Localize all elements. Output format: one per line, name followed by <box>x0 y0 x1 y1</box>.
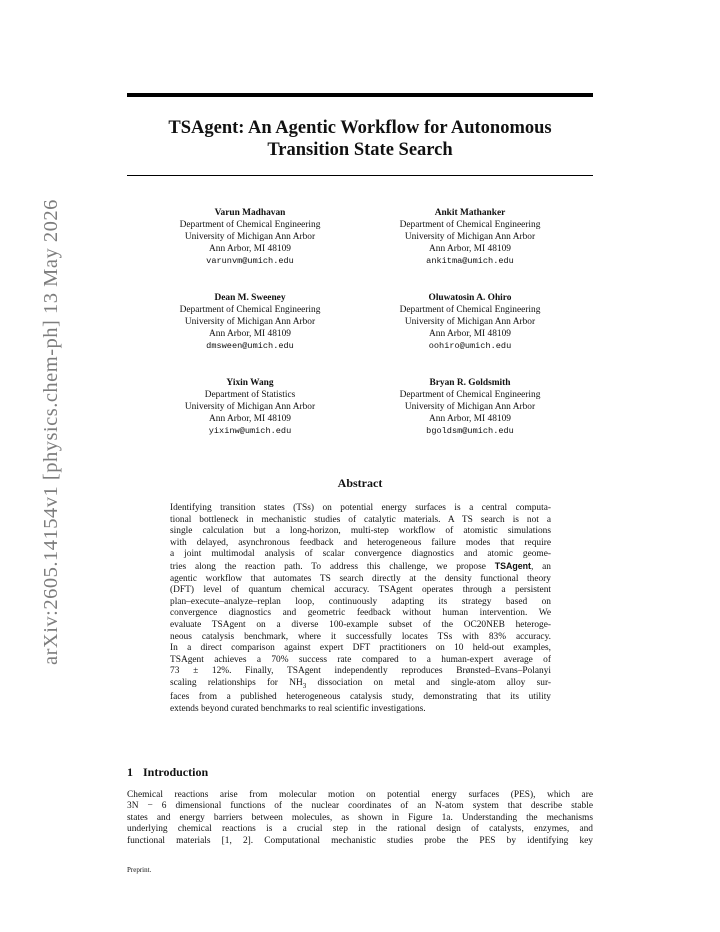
intro-line: Chemical reactions arise from molecular motion on potential energy surfaces (PES), which are <box>127 790 593 800</box>
author-department: Department of Chemical Engineering <box>399 220 541 230</box>
author-university: University of Michigan Ann Arbor <box>184 317 316 327</box>
introduction-body <box>127 790 593 847</box>
abstract-line: tional bottleneck in mechanistic studies of catalytic materials. A TS search is not a <box>170 514 551 525</box>
author-university: University of Michigan Ann Arbor <box>184 232 316 242</box>
paper-title <box>127 117 593 161</box>
author-name: Ankit Mathanker <box>434 208 506 218</box>
author-department: Department of Chemical Engineering <box>399 305 541 315</box>
author-email[interactable]: ankitma@umich.edu <box>426 256 514 266</box>
abstract-line: plan–execute–analyze–replan loop, continuously adapting its strategy based on <box>170 596 551 607</box>
author-address: Ann Arbor, MI 48109 <box>429 244 511 254</box>
author-email[interactable]: oohiro@umich.edu <box>428 341 512 351</box>
abstract-line: faces from a published heterogeneous catalysis study, demonstrating that its utility <box>170 692 551 703</box>
subscript-3: 3 <box>302 681 307 690</box>
author-address: Ann Arbor, MI 48109 <box>429 414 511 424</box>
section-number: 1 <box>127 765 133 779</box>
abstract-line: Identifying transition states (TSs) on potential energy surfaces is a central computa- <box>170 503 551 513</box>
abstract-line: (DFT) level of quantum chemical accuracy. TSAgent operates through a persistent <box>170 585 551 596</box>
author-university: University of Michigan Ann Arbor <box>404 317 536 327</box>
author-department: Department of Chemical Engineering <box>179 305 321 315</box>
author-address: Ann Arbor, MI 48109 <box>209 329 291 339</box>
intro-line: underlying chemical reactions is a crucial step in the rational design of catalysts, enzymes, and <box>127 824 593 835</box>
author-address: Ann Arbor, MI 48109 <box>429 329 511 339</box>
intro-line: states and energy barriers between molecules, as shown in Figure 1a. Understanding the mechanisms <box>127 812 593 823</box>
abstract-line: extends beyond curated benchmarks to real scientific investigations. <box>170 703 426 714</box>
abstract-line <box>170 678 551 692</box>
author-address: Ann Arbor, MI 48109 <box>209 414 291 424</box>
abstract-line: evaluate TSAgent on a diverse 100-example subset of the OC20NEB heteroge- <box>170 619 551 630</box>
title-bottom-rule <box>127 175 593 176</box>
title-top-rule <box>127 93 593 97</box>
author-university: University of Michigan Ann Arbor <box>404 232 536 242</box>
author-card <box>350 292 590 352</box>
abstract-line-tail: , an <box>530 561 551 572</box>
abstract-line-tail: dissociation on metal and single-atom alloy sur- <box>306 677 552 688</box>
abstract-line-text: scaling relationships for NH <box>170 677 303 688</box>
abstract-line: convergence diagnostics and geometric feedback without human intervention. We <box>170 608 551 619</box>
section-title: Introduction <box>143 765 209 779</box>
abstract-line: with delayed, asynchronous feedback and heterogeneous failure modes that require <box>170 537 551 548</box>
author-name: Dean M. Sweeney <box>214 293 286 303</box>
abstract-line: agentic workflow that automates TS search directly at the density functional theory <box>170 573 551 584</box>
author-email[interactable]: dmsween@umich.edu <box>206 341 294 351</box>
abstract-line: neous catalysis benchmark, where it successfully locates TSs with 83% accuracy. <box>170 631 551 642</box>
tsagent-bold-name: TSAgent <box>494 560 531 571</box>
author-card <box>350 207 590 267</box>
abstract-heading: Abstract <box>337 476 383 490</box>
abstract-line-text: tries along the reaction path. To address this challenge, we propose <box>170 561 486 572</box>
abstract-line: single calculation but a long-horizon, multi-step workflow of atomistic simulations <box>170 526 551 537</box>
abstract-line: a joint multimodal analysis of scalar convergence diagnostics and atomic geome- <box>170 549 551 560</box>
author-university: University of Michigan Ann Arbor <box>404 402 536 412</box>
abstract-line: In a direct comparison against expert DFT practitioners on 10 held-out examples, <box>170 643 551 654</box>
author-card <box>130 377 370 437</box>
paper-title-line-2: Transition State Search <box>267 140 453 160</box>
author-university: University of Michigan Ann Arbor <box>184 402 316 412</box>
arxiv-identifier-sidebar: arXiv:2605.14154v1 [physics.chem-ph] 13 May 2026 <box>40 199 62 665</box>
author-email[interactable]: bgoldsm@umich.edu <box>426 426 514 436</box>
abstract-line: 73 ± 12%. Finally, TSAgent independently reproduces Brønsted–Evans–Polanyi <box>170 666 551 677</box>
author-department: Department of Chemical Engineering <box>179 220 321 230</box>
intro-line: 3N − 6 dimensional functions of the nuclear coordinates of an N-atom system that describe stable <box>127 801 593 812</box>
author-name: Varun Madhavan <box>214 208 286 218</box>
author-email[interactable]: varunvm@umich.edu <box>206 256 294 266</box>
author-name: Bryan R. Goldsmith <box>429 378 511 388</box>
author-address: Ann Arbor, MI 48109 <box>209 244 291 254</box>
abstract-line <box>170 561 551 574</box>
preprint-footnote: Preprint. <box>127 866 152 874</box>
author-name: Oluwatosin A. Ohiro <box>428 293 512 303</box>
author-card <box>130 292 370 352</box>
abstract-body <box>170 503 551 716</box>
author-name: Yixin Wang <box>226 378 274 388</box>
paper-title-line-1: TSAgent: An Agentic Workflow for Autonomous <box>168 118 552 138</box>
author-email[interactable]: yixinw@umich.edu <box>208 426 292 436</box>
author-card <box>350 377 590 437</box>
author-card <box>130 207 370 267</box>
author-department: Department of Statistics <box>204 390 296 400</box>
author-department: Department of Chemical Engineering <box>399 390 541 400</box>
section-heading-introduction <box>127 765 208 780</box>
abstract-line: TSAgent achieves a 70% success rate compared to a human-expert average of <box>170 654 551 665</box>
intro-line: functional materials [1, 2]. Computational mechanistic studies probe the PES by identifying key <box>127 835 593 846</box>
